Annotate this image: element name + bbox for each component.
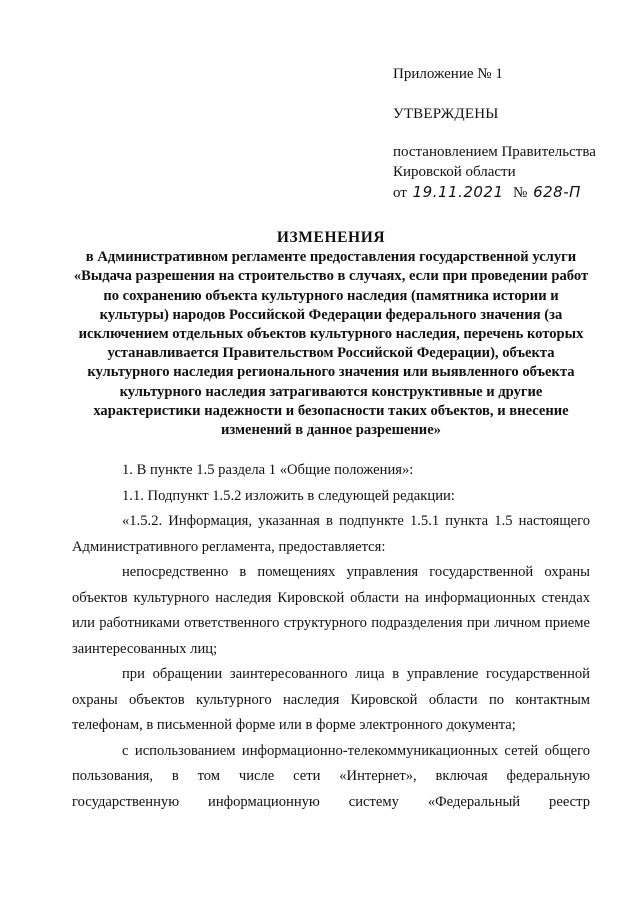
paragraph-4: непосредственно в помещениях управления государственной охраны объектов культурного наследия Кировской области на информационных стендах или работниками ответственного структурного подразделения при личном приеме заинтересованных лиц; bbox=[72, 564, 590, 657]
region-line: Кировской области bbox=[393, 164, 516, 180]
number-group bbox=[513, 182, 581, 203]
date-number-row bbox=[393, 182, 633, 204]
decree-line: постановлением Правительства bbox=[393, 144, 596, 160]
document-title bbox=[70, 228, 592, 440]
paragraph-1: 1. В пункте 1.5 раздела 1 «Общие положения»: bbox=[122, 462, 414, 478]
handwritten-number: 628-П bbox=[533, 183, 581, 201]
paragraph-3: «1.5.2. Информация, указанная в подпункте 1.5.1 пункта 1.5 настоящего Административного регламента, предоставляется: bbox=[72, 513, 590, 555]
approved-label: УТВЕРЖДЕНЫ bbox=[393, 106, 499, 122]
title-heading: ИЗМЕНЕНИЯ bbox=[276, 229, 386, 246]
handwritten-date: 19.11.2021 bbox=[412, 183, 504, 201]
paragraph-6: с использованием информационно-телекоммуникационных сетей общего пользования, в том числе сети «Интернет», включая федеральную государственную информационную систему «Федеральный реестр bbox=[72, 742, 590, 810]
title-subtitle: в Административном регламенте предоставления государственной услуги «Выдача разрешения на строительство в случаях, если при проведении работ по сохранению объекта культурного наследия (памятника истории и культуры) народов Российской Федерации федерального значения (за исключением отдельных объектов культурного наследия, перечень которых устанавливается Правительством Российской Федерации), объекта культурного наследия регионального значения или выявленного объекта культурного наследия затрагиваются конструктивные и другие характеристики надежности и безопасности таких объектов, и внесение изменений в данное разрешение» bbox=[73, 249, 589, 439]
paragraph-5: при обращении заинтересованного лица в управление государственной охраны объектов культурного наследия Кировской области по контактным телефонам, в письменной форме или в форме электронного документа; bbox=[72, 666, 590, 733]
number-label: № bbox=[513, 185, 528, 201]
date-prefix: от bbox=[393, 185, 407, 201]
approval-block bbox=[393, 64, 633, 204]
annex-label: Приложение № 1 bbox=[393, 66, 503, 82]
document-body bbox=[72, 458, 590, 815]
paragraph-2: 1.1. Подпункт 1.5.2 изложить в следующей редакции: bbox=[122, 487, 455, 504]
